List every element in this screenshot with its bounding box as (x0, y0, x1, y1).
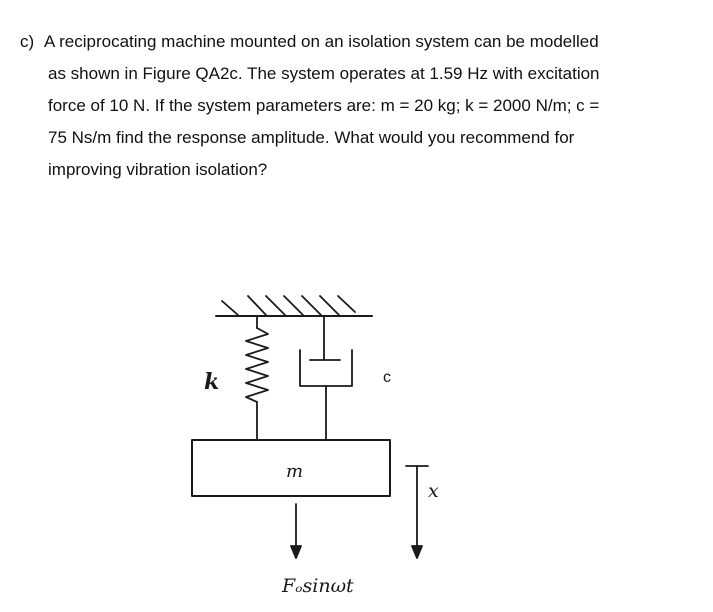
spring (246, 316, 268, 440)
damper (300, 316, 352, 440)
damper-label: c (383, 369, 391, 386)
force-arrow (291, 504, 301, 558)
question-line-5: improving vibration isolation? (48, 160, 268, 179)
displacement-label: x (428, 480, 439, 502)
question-line-3: force of 10 N. If the system parameters are: m = 20 kg; k = 2000 N/m; c = (48, 96, 600, 115)
question-line-2: as shown in Figure QA2c. The system operates at 1.59 Hz with excitation (48, 64, 600, 83)
question-line-1: A reciprocating machine mounted on an isolation system can be modelled (44, 32, 599, 51)
mass-label: m (286, 461, 304, 482)
force-label: Fₒsinωt (282, 575, 354, 597)
question-line-4: 75 Ns/m find the response amplitude. What would you recommend for (48, 128, 575, 147)
question-label: c) (20, 32, 35, 51)
ground-hatching (222, 296, 355, 315)
displacement-arrow (406, 466, 428, 558)
spring-label: k (204, 369, 220, 395)
